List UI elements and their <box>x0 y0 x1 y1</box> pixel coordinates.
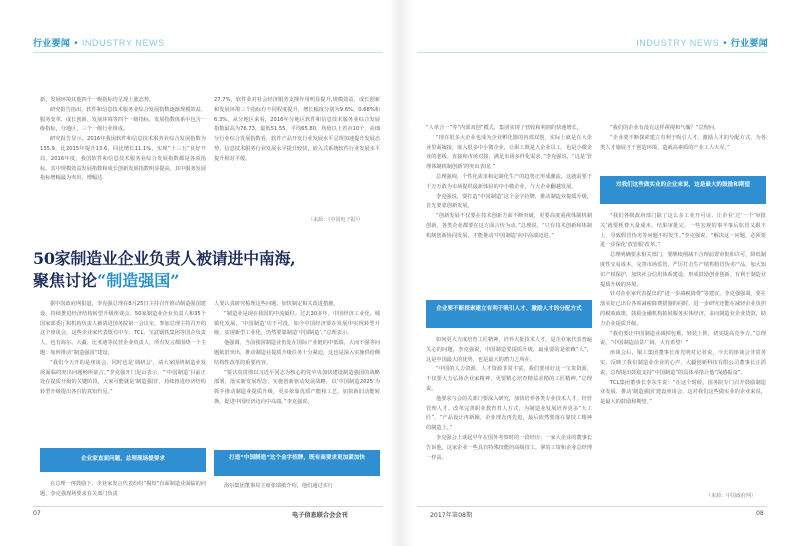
paragraph: “人单合一”等“内部双创”模式，集团实现了营收和利润的快速增长。 <box>426 125 583 131</box>
article-col-4-bottom <box>600 212 766 486</box>
paragraph: 研究报告显示，2016年我国软件和信息技术服务业综合发展指数为135.9，比2015年提升13.6，同比增长11.1%，实现“十三五”良好开局。2016年度，我国软件和信息技术服务业综合发展指数都是各项指标。其中规模效益发展指数和成长创新发展指数明显提高，其中服务发展指标增幅最为突出，增幅达 <box>40 136 206 182</box>
section-title-cn: 行业要闻 <box>33 39 71 49</box>
article-col-2 <box>214 300 380 416</box>
page-number: 08 <box>756 510 764 517</box>
paragraph: “要认真贯彻以习近平同志为核心的党中央加快建设制造强国的战略部署，落实新发展理念，实施创新驱动发展战略，以‘中国制造2025’为抓手推动制造业提质升级，更多依靠优质产能和工艺，加快新旧动能转换，促进中国经济迈向中高端。”李克强说。 <box>214 369 380 405</box>
paragraph: 他要求与会的关部门要深入研究，加快培养各类专业技术人才，经营管理人才、改革完善职业教育育人方式，为制造业发展培养更多“大工匠”。“产品设计再新颖，企业理念再先进，最后依然要落在靠技工精神的制造上。” <box>426 395 592 432</box>
headline-prefix: 聚焦讨论 <box>33 271 98 290</box>
paragraph: 总理强调，个性化需求和定制化生产的趋势正形成潮流，这就需要千千万万敢为市场提供最新体验的中小微企业，与大企业翻越发展。 <box>426 173 592 190</box>
section-header <box>33 36 165 49</box>
paragraph: 海尔集团董事局主席张瑞敏介绍，他们通过实行 <box>224 483 333 489</box>
paragraph: 针对企业家代表提出的“进一步减税降费”等建议，李克强强调，要在落实好已出台各项减税降费措施的同时，进一步研究还能在减轻企业负担的税收政策，鼓励金融机构拓展服务实体经济，多向制造业企业贷款，助力企业提质升级。 <box>600 291 766 327</box>
header-divider <box>417 52 767 53</box>
headline-accent: “制造强国” <box>97 271 180 290</box>
header-separator: • <box>73 39 79 49</box>
article-col-2-bottom <box>214 482 380 502</box>
section-title-cn: 行业要闻 <box>730 39 768 49</box>
article-source: （来源：《中国电子报》） <box>308 217 364 223</box>
headline <box>33 248 373 292</box>
article-col-1 <box>40 300 206 446</box>
spine-shadow <box>388 0 412 546</box>
page-number: 07 <box>33 510 41 517</box>
article-source: （来源：中国政府网） <box>706 493 757 499</box>
paragraph: “创新发展不仅要在技术创新方面不断突破，更要高度重视体制机制创新。各类企业都要在这方面言传为动。”总理说，“只有技术创新和体制机制创新协同发展，才能推动‘中国制造’向中高端迈进。” <box>426 213 592 239</box>
subheading-box: 打造“中国制造”这个金字招牌，既有高要求更加紧加快 <box>214 450 380 476</box>
paragraph: 人要认真研究梳理这些问题，加快制定相关改进措施。 <box>214 301 339 307</box>
section-title-en: INDUSTRY NEWS <box>636 38 720 48</box>
paragraph: “我们要让中国制造业减掉包袱，轻装上阵，切实提高竞争力。”总理说，“中国制造前景广阔，大有希望！” <box>600 330 766 347</box>
publication-name: 电子信息联合会会刊 <box>292 512 348 519</box>
footer-divider <box>417 506 767 507</box>
paragraph: 新，发展环境其他四个一级指标均呈现上涨态势。 <box>40 97 155 103</box>
header-divider <box>33 52 383 53</box>
paragraph: “制造业是现在我国的中流砥柱。过去30多年，中国经济工业化、城镇化发展，‘中国制造’功不可没，如今中国经济要在发展中实现转型升级，实现新型工业化，仍然要靠制造‘中国制造’。”总理表示。 <box>214 310 380 337</box>
headline-line-2 <box>33 270 373 292</box>
paragraph: “中国的人力资源、人才资源非常丰富，我们要用好这一宝贵资源，不仅要大力弘扬企业家精神，更要精心培育精益求精的工匠精神。”总理说。 <box>426 366 592 392</box>
paragraph: TCL集团董事长李东生说：“在这个时候，国务院专门召开鼓励制造业发展、推动‘制造强国’建设座谈会，这对我们这些做实业的企业来说，是最大的鼓励和期望。” <box>600 379 766 406</box>
paragraph: 27.7%，软件业对社会经济服务支撑作用明显提升,规模效益，成长创新和发展环境三个指标有不同程度提升，增长幅度分别为9.6%、0.68%和6.3%，从分地区来看，2016年分地区软件和信息技术服务业综合发展指数最高为76.73，最低51.55，平均65.80，均值以上省市10个，从细分行业综合发展指数看，软件产品开发行业发展水平呈现加速提升发展态势，信息技术服务行业发展水平提升较快，嵌入式系统软件行业发展水平提升相对平缓。 <box>214 97 380 162</box>
paragraph: “我们的企业有没有这样视视和气魄？”总理问。 <box>610 125 720 131</box>
paragraph: 总理明确要求相关部门，要继续削减不合理前置审批和许可，降低制度性交易成本，完善市场监管，严厉打击生产销售假冒伪劣产品，加大知识产权保护，加快社会信用体系建设，形成鼓励创业创新、有利于制造业提质升级的环境。 <box>600 252 766 288</box>
paragraph: 如何更大力度培育工匠精神，培养大批技术人才，是企业家代表普遍关心的问题，李克强说，中国制造要提质升级，最重要的是依赖“人”，这是中国最大的优势，也是最大的潜力之所在。 <box>426 337 592 363</box>
prev-article-col-1 <box>40 96 206 226</box>
prev-article-col-2 <box>214 96 380 208</box>
article-col-3-bottom <box>426 336 592 502</box>
subheading-box: 企业要不断探索建立有利于吸引人才、激励人才的分配方式 <box>426 300 592 328</box>
paragraph: 李克强说，要打造“中国制造”这个金字招牌，推动制造业提质升级，首先要靠创新发展。 <box>426 193 592 210</box>
header-separator: • <box>722 39 728 49</box>
paragraph: “我们今天开的是座谈会，同时也是‘调研会’，请大家围绕制造业发展面临的突出问题畅所欲言。”李克强开门见山表示，“‘中国制造’目前正处在提质升级的关键阶段，大家可能就是‘制造强国’，持续推进经济结构转型升级提出各自的真知灼见。” <box>40 359 206 396</box>
paragraph: 据中国政府网报道，李克强总理在8月25日主持召开推动制造强国建设、持续推进经济结构转型升级座谈会。50家制造业企业负责人和35个国家部委厅和机构负责人被请进国务院第一会议室，参加总理主持召开的这个座谈会，这些企业家代表既有中车、TCL、宝武钢铁集团等国企负责人，也有海尔、大疆、比亚迪等民营企业负责人，所有发言都围绕一个主题：如何推动“制造强国”建设。 <box>40 301 206 356</box>
article-col-3 <box>426 124 592 294</box>
section-header <box>636 36 768 49</box>
paragraph: 座谈会后，铜工集团董事长黄光明对记者说，今天的座谈会非常务实，反映了我们制造业企业的心声，大疆创新科技有限公司董事长汪滔说，总理提出鼓励支持“中国制造”的具体举措让他“深感振奋”。 <box>600 350 766 376</box>
paragraph: 他强调，当前我国制造业仍处在国际产业链的中低端，大而不强等问题依旧突出，推动制造业提质升级任务十分紧迫，这也是深入实施供给侧结构性改革的重要内容。 <box>214 340 380 366</box>
section-title-en: INDUSTRY NEWS <box>81 38 165 48</box>
paragraph: 研究报告指出，软件和信息技术服务业综合发展指数逐渐规模效益、服务变革、成长创新、发展环境等四个一级指标，发展指数体系中包含一级指标，分地区，三个一级行业组成。 <box>40 106 206 133</box>
subheading-box: 对我们这些做实业的企业来说，这是最大的鼓励和期望 <box>600 176 766 204</box>
paragraph: “现在很多大企业也成为企业孵化器的内部双创，实际上就是在大企业里面嫁接，嵌入很多中小微企业，让职工既是大企业员工，也是小微企业的老板。直接和市场对接，满足市场多样化需求。”李克强说，“这是‘管理体制机制创新’的突出表现。” <box>426 134 592 171</box>
article-col-1-bottom <box>40 480 206 500</box>
issue-number: 2017年第08期 <box>430 512 473 519</box>
footer-divider <box>33 506 383 507</box>
paragraph: “我们各级政府部门除了这么多工业开可证，让企业‘过’一个‘审批关’就要耗费大量成本，结果审批完，一些宏观的事半事后监管又跟不上，导致假冒伪劣等问题不时发生。”李克强说，“解决这一问题，必须要进一步深化‘放管服’改革。” <box>600 213 766 249</box>
headline-line-1: 50家制造业企业负责人被请进中南海, <box>33 249 296 268</box>
article-col-4 <box>600 124 766 172</box>
right-page <box>400 0 800 546</box>
paragraph: 在总理一再鼓励下，企业家发言代表纷纷“揭短”直面制造业面临的问题，李克强现场要求有关部门负责 <box>40 481 206 497</box>
paragraph: “企业要不断探索建立有利于吸引人才、激励人才的分配方式，为各类人才施展才干创造环境，造就高素质的产业工人大军。” <box>600 134 766 151</box>
subheading-box: 企业家直面问题，总理现场提要求 <box>40 448 206 472</box>
paragraph: 李克强会上谈起早年在国外考察时的一段经历：一家大企业的董事长告诉他，这家企业一些具有特殊技能的高级技工，拿的工资和企业总经理一样高。 <box>426 434 592 461</box>
